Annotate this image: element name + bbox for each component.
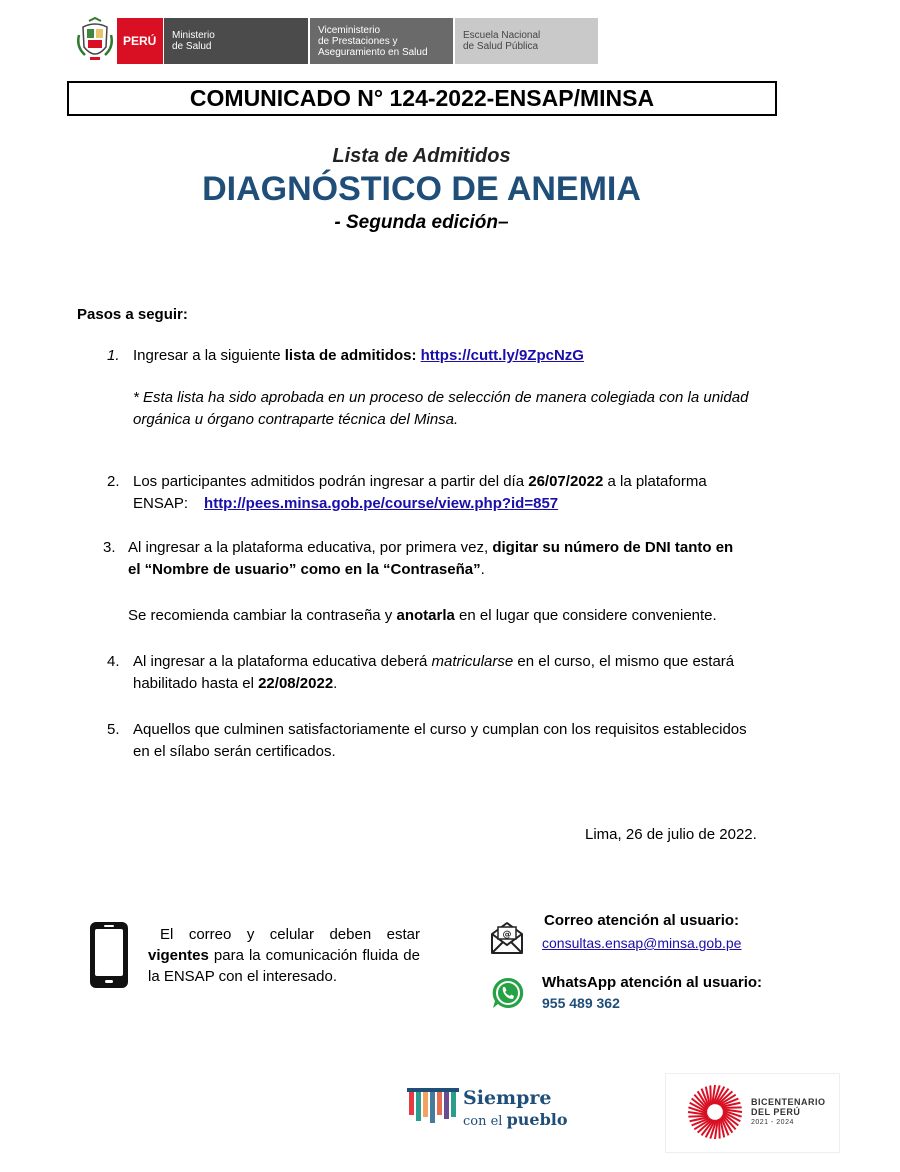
step3-rec-bold: anotarla: [396, 607, 455, 624]
step1-text: [133, 345, 584, 367]
mobile-phone-icon: [88, 920, 130, 990]
step5-line1: Aquellos que culminen satisfactoriamente el curso y cumplan con los requisitos establecidos: [133, 721, 747, 738]
step2-text1: Los participantes admitidos podrán ingresar a partir del día: [133, 473, 529, 490]
whatsapp-icon: [491, 976, 525, 1010]
bicentenario-label: [751, 1097, 826, 1117]
step3-rec2: en el lugar que considere conveniente.: [454, 607, 717, 624]
edition-label: - Segunda edición–: [334, 212, 509, 233]
step5-line2: en el sílabo serán certificados.: [133, 743, 336, 760]
mail-title: Correo atención al usuario:: [544, 912, 740, 929]
sun-ray: [688, 1116, 708, 1117]
step4-italic: matricularse: [431, 653, 514, 670]
step1-note-line1: * Esta lista ha sido aprobada en un proceso de selección de manera colegiada con la unidad: [133, 389, 749, 406]
bicentenario-years: 2021 - 2024: [751, 1119, 794, 1126]
admitidos-list-link[interactable]: https://cutt.ly/9ZpcNzG: [420, 347, 584, 364]
whatsapp-title: WhatsApp atención al usuario:: [542, 974, 763, 991]
bic-line2: DEL PERÚ: [751, 1107, 801, 1117]
steps-heading: Pasos a seguir:: [77, 306, 188, 323]
step2-text3: ENSAP:: [133, 495, 189, 512]
step3-recommendation: [128, 605, 717, 627]
vice-line1: Viceministerio: [318, 24, 381, 36]
step1-intro: Ingresar a la siguiente: [133, 347, 285, 364]
phone-note-text1: El correo y celular deben estar: [160, 926, 420, 943]
step2-line1: [133, 471, 707, 493]
ministerio-line1: Ministerio: [172, 30, 215, 41]
step2-text2: a la plataforma: [603, 473, 707, 490]
step3-text1: Al ingresar a la plataforma educativa, por primera vez,: [128, 539, 493, 556]
step3-number: 3.: [103, 539, 116, 556]
step4-text2: en el curso, el mismo que estará: [513, 653, 735, 670]
sun-ray: [719, 1119, 720, 1139]
phone-note-text2: para la comunicación fluida de la ENSAP con el interesado.: [148, 947, 420, 985]
siempre-label: Siempre: [463, 1087, 552, 1109]
pueblo-label: pueblo: [506, 1110, 568, 1129]
envelope-icon: [489, 920, 525, 956]
con-el-pueblo-label: [463, 1110, 568, 1129]
main-title: DIAGNÓSTICO DE ANEMIA: [202, 170, 641, 208]
phone-note: [148, 924, 420, 987]
phone-note-bold: vigentes: [148, 947, 209, 964]
bic-line1: BICENTENARIO: [751, 1097, 826, 1107]
sun-ray: [722, 1107, 742, 1108]
subtitle: Lista de Admitidos: [332, 145, 511, 167]
step3-rec1: Se recomienda cambiar la contraseña y: [128, 607, 397, 624]
step4-number: 4.: [107, 653, 120, 670]
vice-line3: Aseguramiento en Salud: [318, 46, 428, 58]
step5-number: 5.: [107, 721, 120, 738]
escuela-label: [455, 18, 598, 64]
peru-coat-of-arms-icon: [75, 17, 115, 65]
communique-title-box: COMUNICADO N° 124-2022-ENSAP/MINSA: [67, 81, 777, 116]
ministerio-label: [163, 18, 308, 64]
step4-text4: .: [333, 675, 338, 692]
step4-line2: [133, 673, 337, 695]
whatsapp-number: 955 489 362: [542, 995, 620, 1011]
step3-line1: [128, 537, 733, 559]
header-logos: [75, 17, 598, 65]
step3-bold1: digitar su número de DNI tanto en: [492, 539, 734, 556]
step3-text2: .: [480, 561, 485, 578]
step1-note-line2: orgánica u órgano contraparte técnica del Minsa.: [133, 411, 459, 428]
bicentenario-sun-icon: [686, 1083, 744, 1141]
date-line: Lima, 26 de julio de 2022.: [585, 826, 757, 843]
step2-line2: [133, 493, 558, 515]
ensap-course-link[interactable]: http://pees.minsa.gob.pe/course/view.php?id=857: [204, 495, 559, 512]
step1-number: 1.: [107, 347, 120, 364]
step2-date: 26/07/2022: [528, 473, 604, 490]
step4-date: 22/08/2022: [258, 675, 334, 692]
mail-link[interactable]: consultas.ensap@minsa.gob.pe: [542, 935, 742, 951]
step4-text3: habilitado hasta el: [133, 675, 259, 692]
step4-text1: Al ingresar a la plataforma educativa deberá: [133, 653, 432, 670]
step2-number: 2.: [107, 473, 120, 490]
step4-line1: [133, 651, 734, 673]
con-el-label: con el: [463, 1114, 507, 1129]
step1-bold: lista de admitidos:: [284, 347, 421, 364]
peru-label: PERÚ: [117, 18, 163, 64]
escuela-line1: Escuela Nacional: [463, 30, 541, 41]
viceministerio-label: [310, 18, 453, 64]
escuela-line2: de Salud Pública: [463, 41, 539, 52]
sun-ray: [710, 1085, 711, 1105]
vice-line2: de Prestaciones y: [318, 35, 398, 47]
step3-bold2: el “Nombre de usuario” como en la “Contraseña”: [128, 561, 481, 578]
ministerio-line2: de Salud: [172, 41, 212, 52]
step3-line2: [128, 559, 485, 581]
svg-text:@: @: [502, 930, 512, 940]
